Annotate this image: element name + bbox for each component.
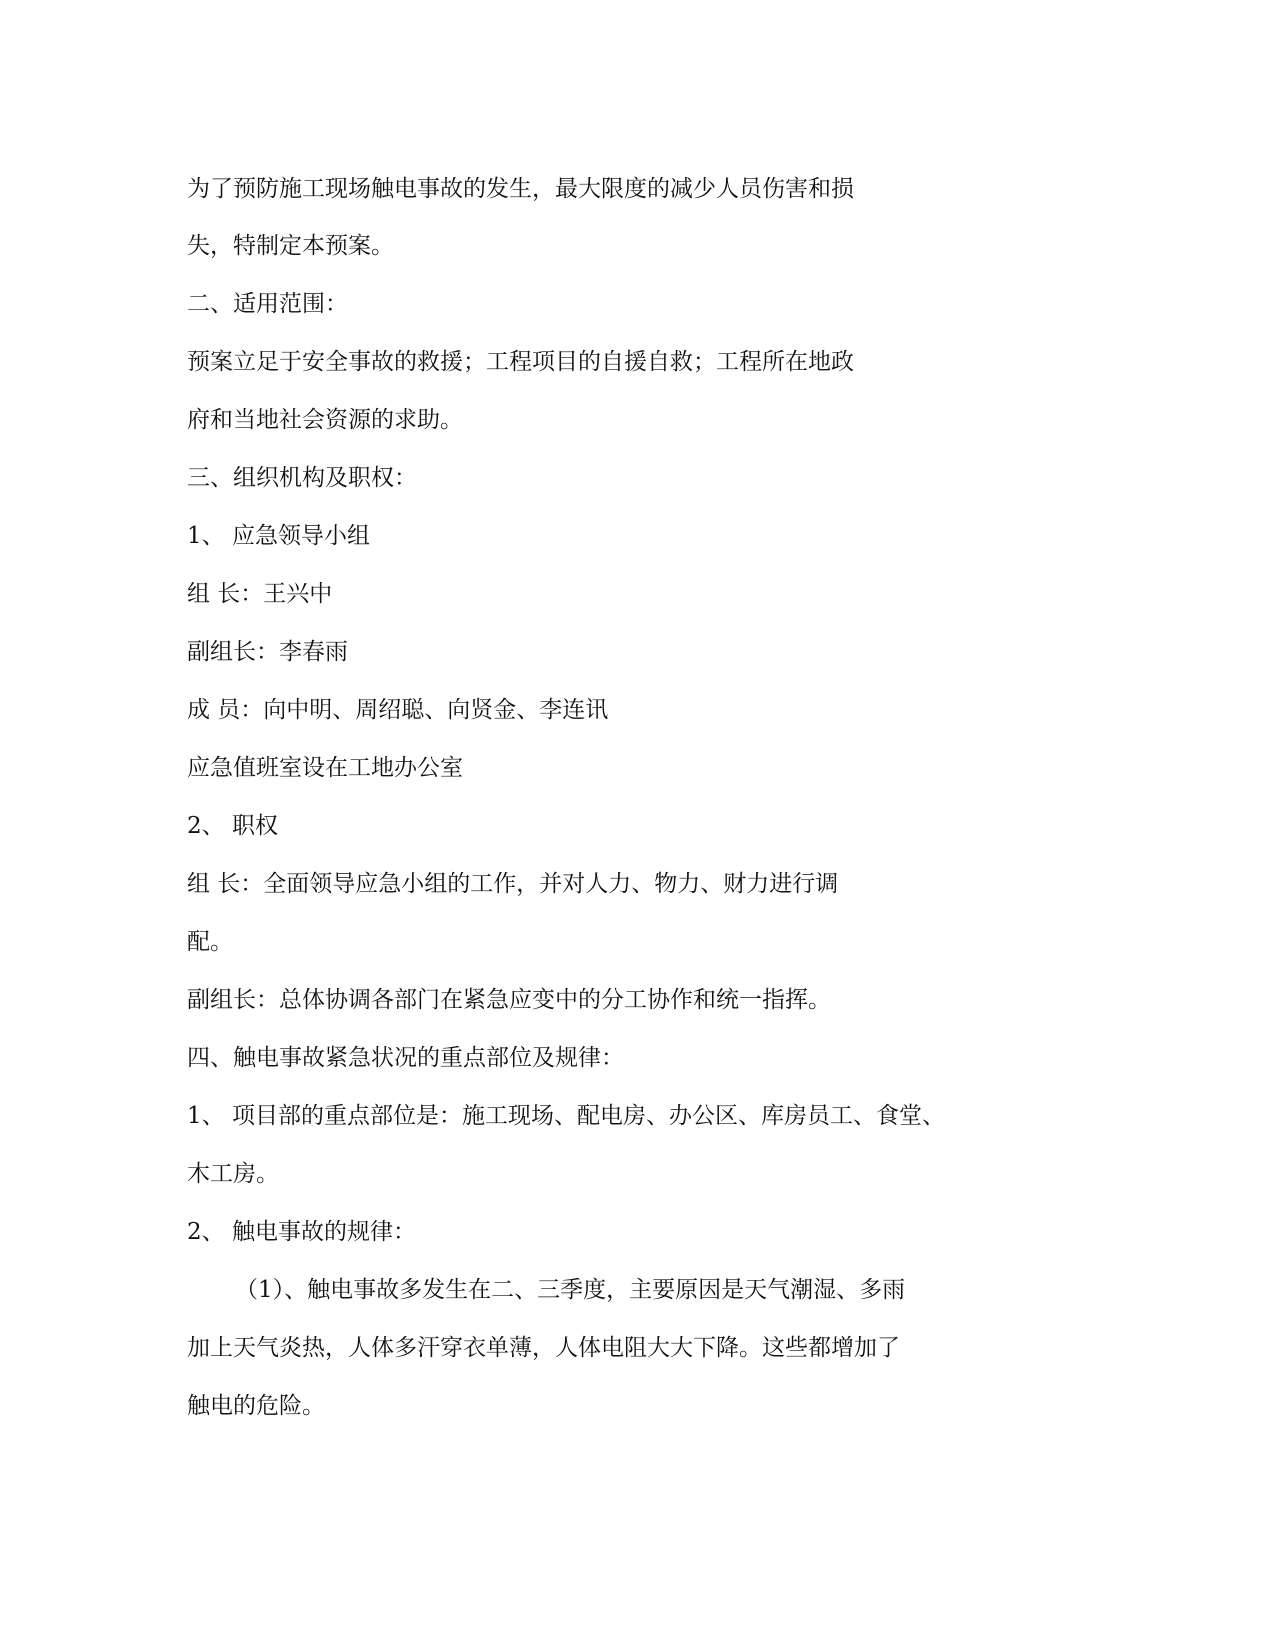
paragraph-scope-line-1: 预案立足于安全事故的救援；工程项目的自援自救；工程所在地政	[187, 349, 854, 375]
section-heading-organization: 三、组织机构及职权：	[187, 465, 417, 491]
group-leader-line: 组 长：王兴中	[187, 581, 333, 607]
leader-duty-line-1: 组 长：全面领导应急小组的工作，并对人力、物力、财力进行调	[187, 871, 839, 897]
paragraph-scope-line-2: 府和当地社会资源的求助。	[187, 407, 463, 433]
subheading-accident-patterns: 2、 触电事故的规律：	[187, 1219, 416, 1245]
key-areas-line-1: 1、 项目部的重点部位是：施工现场、配电房、办公区、库房员工、食堂、	[187, 1103, 945, 1129]
duty-room-line: 应急值班室设在工地办公室	[187, 755, 463, 781]
section-heading-key-areas: 四、触电事故紧急状况的重点部位及规律：	[187, 1045, 624, 1071]
pattern-item-1-line-3: 触电的危险。	[187, 1393, 325, 1419]
leader-duty-line-2: 配。	[187, 929, 233, 955]
pattern-item-1-line-1: （1）、触电事故多发生在二、三季度，主要原因是天气潮湿、多雨	[235, 1277, 906, 1303]
paragraph-intro-line-1: 为了预防施工现场触电事故的发生，最大限度的减少人员伤害和损	[187, 176, 854, 202]
deputy-duty-line: 副组长：总体协调各部门在紧急应变中的分工协作和统一指挥。	[187, 987, 831, 1013]
deputy-leader-line: 副组长：李春雨	[187, 639, 348, 665]
key-areas-line-2: 木工房。	[187, 1161, 279, 1187]
members-line: 成 员：向中明、周绍聪、向贤金、李连讯	[187, 697, 609, 723]
paragraph-intro-line-2: 失，特制定本预案。	[187, 233, 394, 259]
pattern-item-1-line-2: 加上天气炎热，人体多汗穿衣单薄，人体电阻大大下降。这些都增加了	[187, 1335, 900, 1361]
subheading-leadership-group: 1、 应急领导小组	[187, 523, 370, 549]
subheading-duties: 2、 职权	[187, 813, 278, 839]
section-heading-scope: 二、适用范围：	[187, 291, 348, 317]
